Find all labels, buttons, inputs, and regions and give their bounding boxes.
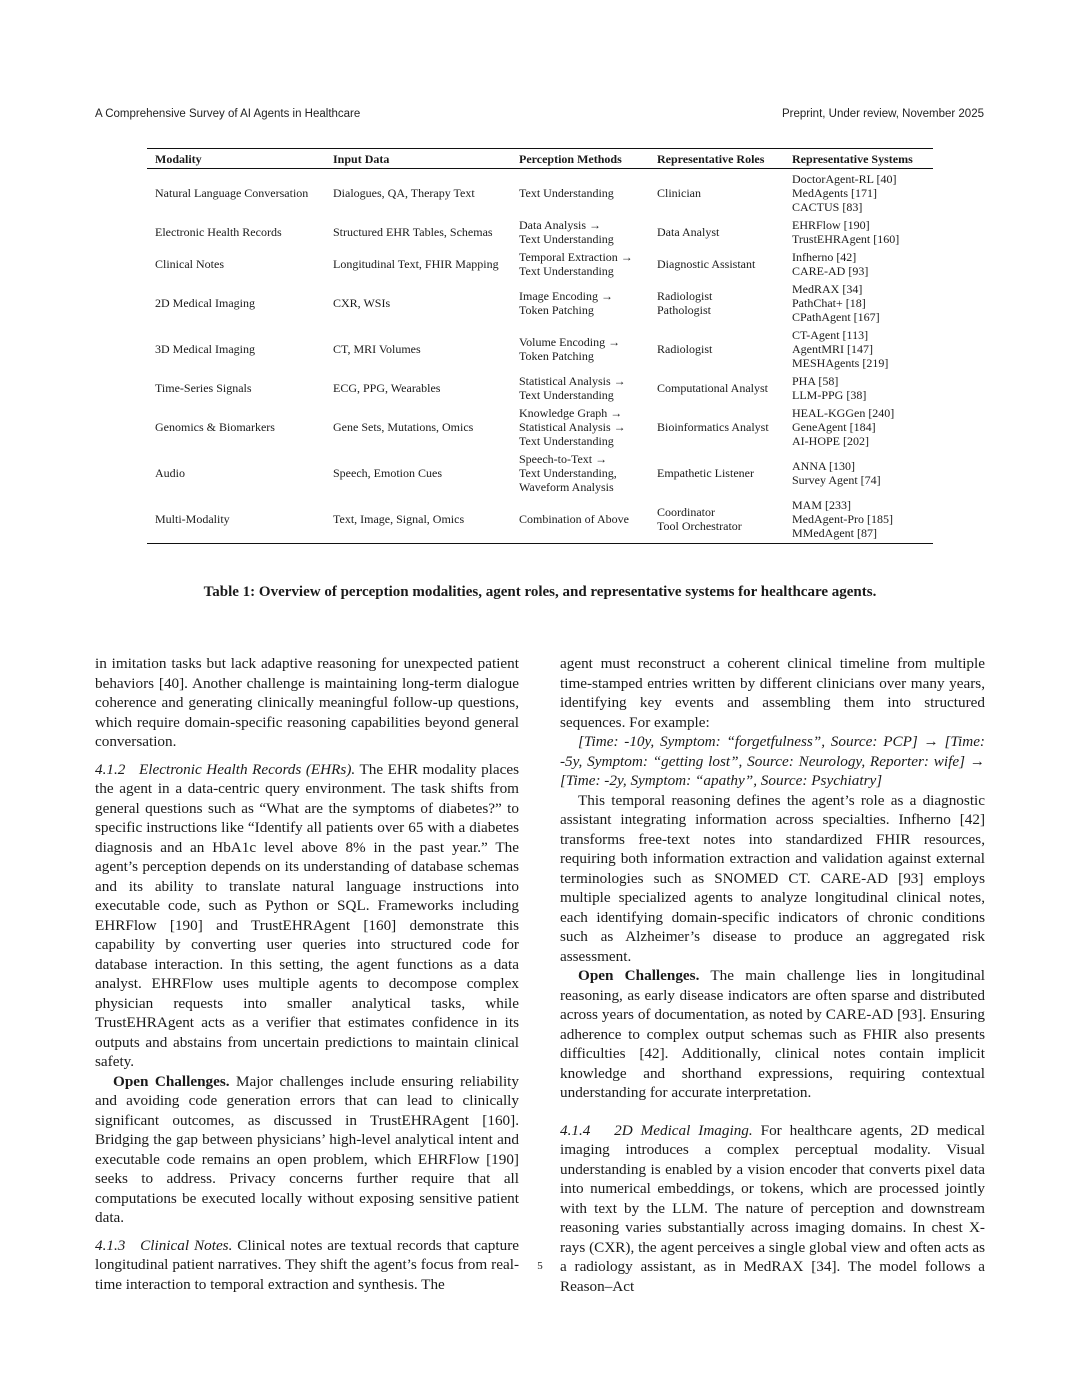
cell-perception-methods-line: Token Patching: [519, 349, 594, 363]
table-row: [147, 450, 933, 496]
section-title: 2D Medical Imaging.: [614, 1121, 753, 1139]
table-caption: Table 1: Overview of perception modalities, agent roles, and representative systems for healthcare agents.: [203, 584, 877, 600]
col-header-roles: Representative Roles: [649, 149, 784, 169]
cell-perception-methods-line: Text Understanding,: [519, 466, 617, 480]
overview-table: [147, 148, 933, 544]
cell-systems-line: MedRAX [34]: [792, 282, 863, 296]
cell-systems-line: PHA [58]: [792, 374, 839, 388]
cell-systems-line: EHRFlow [190]: [792, 218, 870, 232]
cell-perception-methods-line: Statistical Analysis →: [519, 374, 626, 388]
cell-roles: [649, 404, 784, 450]
cell-perception-methods-line: Text Understanding: [519, 434, 614, 448]
table-row: [147, 404, 933, 450]
section-number: 4.1.3: [95, 1236, 126, 1254]
cell-perception-methods-line: Temporal Extraction →: [519, 250, 633, 264]
cell-systems-line: Survey Agent [74]: [792, 473, 881, 487]
section-4-1-2: [95, 760, 519, 1072]
cell-perception-methods: [511, 372, 649, 404]
cell-input-data: Text, Image, Signal, Omics: [325, 496, 511, 544]
cell-roles-line: Radiologist: [657, 342, 713, 356]
cell-systems-line: Infherno [42]: [792, 250, 857, 264]
cell-input-data: CXR, WSIs: [333, 296, 391, 310]
running-header-venue: Preprint, Under review, November 2025: [782, 108, 984, 120]
cell-perception-methods-line: Data Analysis →: [519, 218, 601, 232]
section-number: 4.1.2: [95, 760, 126, 778]
cell-perception-methods-line: Text Understanding: [519, 388, 614, 402]
cell-input-data: ECG, PPG, Wearables: [333, 381, 441, 395]
cell-systems: [784, 216, 933, 248]
cell-systems: [784, 248, 933, 280]
cell-modality: 3D Medical Imaging: [155, 342, 255, 356]
cell-input-data: Longitudinal Text, FHIR Mapping: [333, 257, 499, 271]
cell-roles: [649, 248, 784, 280]
timeline-example: [Time: -10y, Symptom: “forgetfulness”, Source: PCP] → [Time: -5y, Symptom: “getting lost”, Source: Neurology, Reporter: wife] → [Time: -2y, Symptom: “apathy”, Source: Psychiatry]: [560, 733, 985, 789]
col-header-input: Input Data: [325, 149, 511, 169]
cell-perception-methods-line: Knowledge Graph →: [519, 406, 623, 420]
open-challenges-paragraph: [560, 966, 985, 1103]
cell-perception-methods-line: Speech-to-Text →: [519, 452, 608, 466]
table-row: [147, 496, 933, 544]
cell-systems-line: ANNA [130]: [792, 459, 855, 473]
section-text: Clinical notes are textual records that capture longitudinal patient narratives. They shift the agent’s focus from real-time interaction to temporal extraction and synthesis. The: [95, 1236, 519, 1293]
cell-perception-methods-line: Token Patching: [519, 303, 594, 317]
cell-systems-line: MESHAgents [219]: [792, 356, 889, 370]
table-row: [147, 326, 933, 372]
cell-systems: [784, 404, 933, 450]
cell-perception-methods-line: Text Understanding: [519, 186, 614, 200]
cell-perception-methods-line: Combination of Above: [519, 512, 629, 526]
cell-perception-methods: [511, 496, 649, 544]
left-column: [95, 654, 519, 1294]
table-row: [147, 216, 933, 248]
cell-systems-line: DoctorAgent-RL [40]: [792, 172, 897, 186]
right-column: [560, 654, 985, 1296]
col-header-systems: Representative Systems: [784, 149, 933, 169]
paragraph: This temporal reasoning defines the agent’s role as a diagnostic assistant integrating information across specialties. Infherno [42] transforms free-text notes into standardized FHIR resources, requiring both information extraction and validation against external terminologies such as SNOMED CT. CARE-AD [93] employs multiple specialized agents to analyze longitudinal clinical notes, each identifying domain-specific indicators of chronic conditions such as Alzheimer’s disease to produce an aggregated risk assessment.: [560, 791, 985, 965]
cell-modality: Audio: [155, 466, 185, 480]
table-row: [147, 248, 933, 280]
cell-systems-line: AI-HOPE [202]: [792, 434, 869, 448]
cell-roles-line: Diagnostic Assistant: [657, 257, 756, 271]
cell-perception-methods-line: Statistical Analysis →: [519, 420, 626, 434]
section-text: The EHR modality places the agent in a data-centric query environment. The task shifts from general questions such as “What are the symptoms of diabetes?” to specific instructions like “Identify all patients over 65 with a diabetes diagnosis and an HbA1c level above 8% in the past year.” The agent’s perception depends on its understanding of database schemas and its ability to translate natural language instructions into executable code, such as Python or SQL. Frameworks including EHRFlow [190] and TrustEHRAgent [160] demonstrate this capability by converting user queries into structured code for database interaction. In this setting, the agent functions as a data analyst. EHRFlow uses multiple agents to decompose complex physician requests into smaller analytical tasks, while TrustEHRAgent acts as a verifier that estimates confidence in its outputs and abstains from uncertain predictions to maintain clinical safety.: [95, 760, 520, 1070]
cell-modality: 2D Medical Imaging: [155, 296, 255, 310]
cell-perception-methods-line: Waveform Analysis: [519, 480, 614, 494]
cell-roles: [649, 496, 784, 544]
section-title: Electronic Health Records (EHRs).: [139, 760, 356, 778]
open-challenges-text: The main challenge lies in longitudinal reasoning, as early disease indicators are often sparse and distributed across years of documentation, as noted by CARE-AD [93]. Ensuring adherence to complex output schemas such as FHIR also presents difficulties [42]. Additionally, clinical notes contain implicit knowledge and shorthand expressions, requiring contextual understanding for accurate interpretation.: [560, 967, 986, 1101]
cell-modality: Time-Series Signals: [155, 381, 252, 395]
cell-perception-methods: [511, 216, 649, 248]
section-title: Clinical Notes.: [140, 1236, 233, 1254]
cell-roles: [649, 372, 784, 404]
cell-input-data: CT, MRI Volumes: [333, 342, 421, 356]
cell-modality: Genomics & Biomarkers: [155, 420, 275, 434]
cell-input-data: Gene Sets, Mutations, Omics: [333, 420, 474, 434]
cell-systems-line: CPathAgent [167]: [792, 310, 880, 324]
running-header-title: A Comprehensive Survey of AI Agents in Healthcare: [95, 108, 361, 120]
cell-systems-line: HEAL-KGGen [240]: [792, 406, 895, 420]
cell-systems-line: TrustEHRAgent [160]: [792, 232, 900, 246]
open-challenges-text: Major challenges include ensuring reliability and avoiding code generation errors that can lead to clinically significant outcomes, as discussed in TrustEHRAgent [160]. Bridging the gap between physicians’ high-level analytical intent and executable code remains an open problem, which EHRFlow [190] seeks to address. Privacy concerns further require that all computations be executed locally without exposing sensitive patient data.: [95, 1072, 519, 1226]
cell-roles-line: Empathetic Listener: [657, 466, 754, 480]
cell-perception-methods-line: Volume Encoding →: [519, 335, 621, 349]
col-header-modality: Modality: [147, 149, 325, 169]
table-row: [147, 169, 933, 217]
cell-roles-line: Computational Analyst: [657, 381, 768, 395]
cell-modality: Electronic Health Records: [155, 225, 282, 239]
open-challenges-paragraph: [95, 1072, 519, 1228]
cell-systems-line: MedAgents [171]: [792, 186, 877, 200]
cell-roles-line: Pathologist: [657, 303, 712, 317]
cell-perception-methods: [511, 404, 649, 450]
open-challenges-label: Open Challenges.: [578, 967, 700, 984]
cell-roles: [649, 326, 784, 372]
cell-roles-line: Radiologist: [657, 289, 713, 303]
cell-roles-line: Coordinator: [657, 505, 715, 519]
cell-input-data: Dialogues, QA, Therapy Text: [333, 186, 475, 200]
col-header-methods: Perception Methods: [511, 149, 649, 169]
cell-systems: [784, 326, 933, 372]
cell-perception-methods: [511, 450, 649, 496]
cell-systems: [784, 450, 933, 496]
cell-systems-line: MAM [233]: [792, 498, 851, 512]
cell-input-data: Structured EHR Tables, Schemas: [333, 225, 493, 239]
cell-systems-line: MedAgent-Pro [185]: [792, 512, 893, 526]
cell-modality: Clinical Notes: [155, 257, 224, 271]
table-row: [147, 372, 933, 404]
page-number: 5: [537, 1260, 543, 1272]
open-challenges-label: Open Challenges.: [113, 1072, 230, 1090]
section-number: 4.1.4: [560, 1121, 591, 1139]
cell-roles: [649, 216, 784, 248]
cell-systems: [784, 372, 933, 404]
cell-roles-line: Tool Orchestrator: [657, 519, 742, 533]
cell-perception-methods-line: Text Understanding: [519, 232, 614, 246]
cell-roles: [649, 169, 784, 217]
cell-systems-line: CARE-AD [93]: [792, 264, 869, 278]
cell-systems-line: CT-Agent [113]: [792, 328, 869, 342]
cell-systems-line: AgentMRI [147]: [792, 342, 873, 356]
cell-modality: Natural Language Conversation: [155, 186, 309, 200]
paragraph: in imitation tasks but lack adaptive reasoning for unexpected patient behaviors [40]. Another challenge is maintaining long-term dialogue coherence and generating clinically meaningful follow-up questions, which require domain-specific reasoning capabilities beyond general conversation.: [95, 655, 519, 750]
table-header-row: [147, 149, 933, 169]
cell-perception-methods-line: Text Understanding: [519, 264, 614, 278]
cell-roles: [649, 280, 784, 326]
cell-systems-line: GeneAgent [184]: [792, 420, 876, 434]
cell-perception-methods: [511, 248, 649, 280]
cell-roles-line: Clinician: [657, 186, 701, 200]
cell-perception-methods: [511, 280, 649, 326]
cell-perception-methods: [511, 326, 649, 372]
cell-systems-line: CACTUS [83]: [792, 200, 863, 214]
cell-systems-line: PathChat+ [18]: [792, 296, 866, 310]
cell-input-data: Speech, Emotion Cues: [333, 466, 442, 480]
table-row: [147, 280, 933, 326]
cell-roles-line: Data Analyst: [657, 225, 720, 239]
section-text: For healthcare agents, 2D medical imaging introduces a complex perceptual modality. Visual understanding is enabled by a vision encoder that converts pixel data into numerical embeddings, or tokens, which are processed jointly with text by the LLM. The nature of perception and downstream reasoning varies substantially across imaging domains. In chest X-rays (CXR), the agent perceives a single global view and often acts as a radiology assistant, as in MedRAX [34]. The model follows a Reason–Act: [560, 1121, 985, 1295]
cell-systems: [784, 169, 933, 217]
cell-systems: [784, 496, 933, 544]
cell-roles: [649, 450, 784, 496]
paragraph: agent must reconstruct a coherent clinical timeline from multiple time-stamped entries written by different clinicians over many years, identifying key events and assembling them into structured sequences. For example:: [560, 655, 985, 731]
cell-perception-methods: [511, 169, 649, 217]
cell-systems: [784, 280, 933, 326]
cell-modality: Multi-Modality: [147, 496, 325, 544]
cell-roles-line: Bioinformatics Analyst: [657, 420, 769, 434]
cell-systems-line: MMedAgent [87]: [792, 526, 877, 540]
cell-perception-methods-line: Image Encoding →: [519, 289, 613, 303]
cell-systems-line: LLM-PPG [38]: [792, 388, 867, 402]
